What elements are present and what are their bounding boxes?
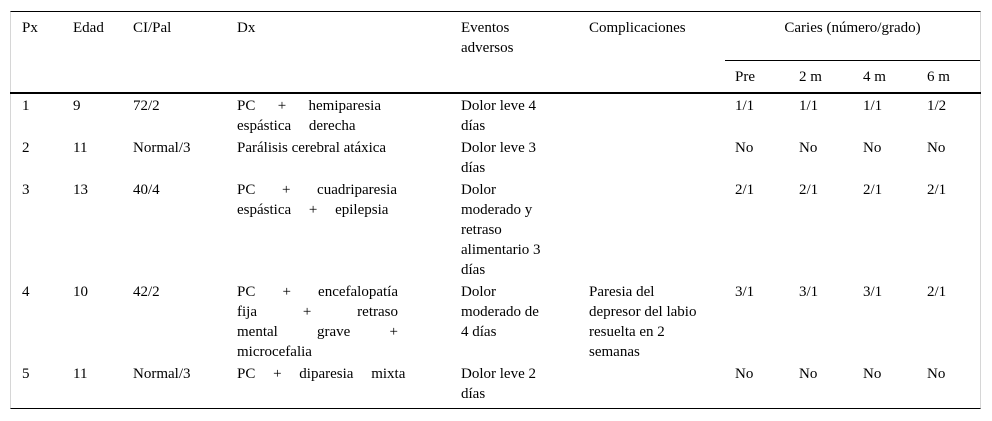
row-2-eventos: Dolor leve 3 días: [461, 140, 536, 176]
row-5-caries-4m: No: [863, 366, 882, 382]
row-3-px: 3: [22, 182, 30, 198]
row-1-caries-pre: 1/1: [735, 98, 755, 114]
row-3-dx: PC + cuadriparesia espástica + epilepsia: [237, 182, 397, 218]
row-2-caries-4m: No: [863, 140, 882, 156]
row-1-caries-2m: 1/1: [799, 98, 819, 114]
row-2-caries-6m: No: [927, 140, 946, 156]
row-5-dx: PC + diparesia mixta: [237, 366, 406, 382]
row-3-ci-pal: 40/4: [133, 182, 160, 198]
header-caries-group: Caries (número/grado): [784, 20, 921, 36]
row-5-edad: 11: [73, 366, 88, 382]
row-4-caries-pre: 3/1: [735, 284, 755, 300]
row-3-caries-pre: 2/1: [735, 182, 755, 198]
row-1-caries-6m: 1/2: [927, 98, 947, 114]
row-2-caries-2m: No: [799, 140, 818, 156]
row-1-eventos: Dolor leve 4 días: [461, 98, 536, 134]
header-caries-pre: Pre: [735, 69, 755, 85]
row-4-caries-6m: 2/1: [927, 284, 947, 300]
row-5-eventos: Dolor leve 2 días: [461, 366, 536, 402]
row-2-ci-pal: Normal/3: [133, 140, 191, 156]
row-1-ci-pal: 72/2: [133, 98, 160, 114]
header-px: Px: [22, 20, 38, 36]
row-1-caries-4m: 1/1: [863, 98, 883, 114]
header-eventos: Eventos adversos: [461, 20, 514, 56]
header-ci-pal: CI/Pal: [133, 20, 172, 36]
header-caries-2m: 2 m: [799, 69, 822, 85]
row-4-caries-4m: 3/1: [863, 284, 883, 300]
row-1-px: 1: [22, 98, 30, 114]
row-4-eventos: Dolor moderado de 4 días: [461, 284, 539, 340]
row-5-caries-2m: No: [799, 366, 818, 382]
row-2-caries-pre: No: [735, 140, 754, 156]
row-5-ci-pal: Normal/3: [133, 366, 191, 382]
row-3-caries-6m: 2/1: [927, 182, 947, 198]
header-complicaciones: Complicaciones: [589, 20, 686, 36]
caries-group-underline: [725, 60, 980, 61]
row-4-dx: PC + encefalopatía fija + retraso mental grave + microcefalia: [237, 284, 398, 360]
row-4-px: 4: [22, 284, 30, 300]
header-dx: Dx: [237, 20, 256, 36]
row-3-caries-2m: 2/1: [799, 182, 819, 198]
row-2-dx: Parálisis cerebral atáxica: [237, 140, 387, 156]
row-5-caries-pre: No: [735, 366, 754, 382]
row-2-edad: 11: [73, 140, 88, 156]
row-4-edad: 10: [73, 284, 88, 300]
row-1-dx: PC + hemiparesia espástica derecha: [237, 98, 381, 134]
header-rule: [10, 92, 981, 94]
row-4-complicaciones: Paresia del depresor del labio resuelta en 2 semanas: [589, 284, 697, 360]
row-2-px: 2: [22, 140, 30, 156]
row-5-caries-6m: No: [927, 366, 946, 382]
header-caries-4m: 4 m: [863, 69, 886, 85]
row-5-px: 5: [22, 366, 30, 382]
header-edad: Edad: [73, 20, 104, 36]
row-3-edad: 13: [73, 182, 88, 198]
row-1-edad: 9: [73, 98, 81, 114]
row-4-caries-2m: 3/1: [799, 284, 819, 300]
row-3-caries-4m: 2/1: [863, 182, 883, 198]
header-caries-6m: 6 m: [927, 69, 950, 85]
row-4-ci-pal: 42/2: [133, 284, 160, 300]
row-3-eventos: Dolor moderado y retraso alimentario 3 días: [461, 182, 541, 278]
